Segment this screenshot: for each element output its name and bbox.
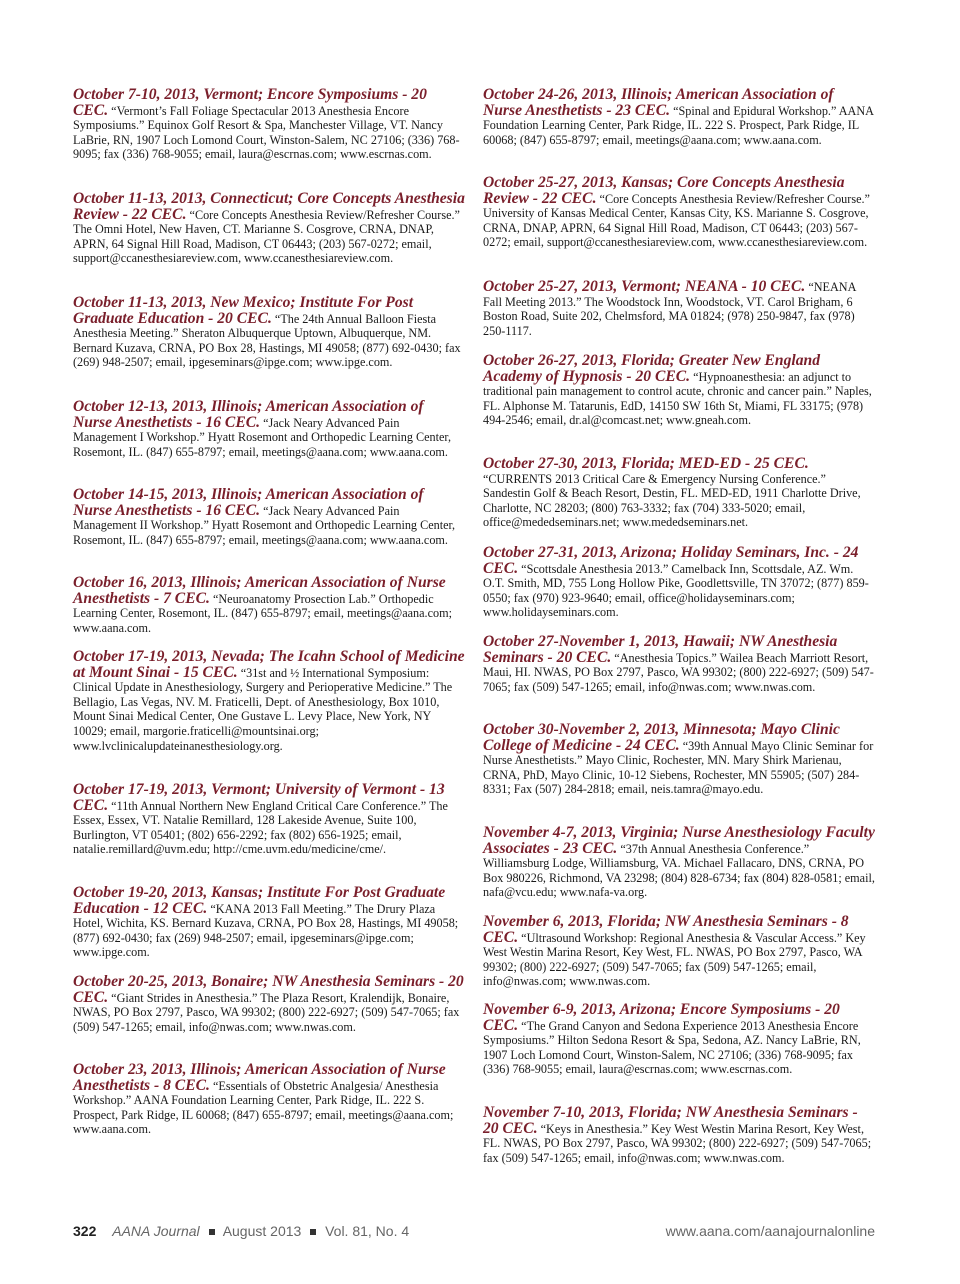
calendar-entry	[483, 722, 875, 797]
entry-body: “Jack Neary Advanced Pain Management II Workshop.” Hyatt Rosemont and Orthopedic Learning Center, Rosemont, IL. (847) 655-8797; email, meetings@aana.com; www.aana.com.	[73, 503, 456, 547]
entry-heading: October 25-27, 2013, Kansas; Core Concepts Anesthesia Review - 22 CEC.	[483, 174, 845, 207]
entry-heading: October 14-15, 2013, Illinois; American Association of Nurse Anesthetists - 16 CEC.	[73, 486, 424, 519]
volume-number: Vol. 81, No. 4	[325, 1223, 410, 1239]
calendar-entry	[483, 87, 875, 147]
entry-heading: October 24-26, 2013, Illinois; American Association of Nurse Anesthetists - 23 CEC.	[483, 86, 834, 119]
calendar-entry	[483, 1105, 875, 1165]
entry-heading: October 20-25, 2013, Bonaire; NW Anesthesia Seminars - 20 CEC.	[73, 973, 464, 1006]
entry-heading: November 6, 2013, Florida; NW Anesthesia Seminars - 8 CEC.	[483, 913, 849, 946]
calendar-entry	[483, 1002, 875, 1077]
entry-heading: October 17-19, 2013, Nevada; The Icahn School of Medicine at Mount Sinai - 15 CEC.	[73, 648, 465, 681]
entry-heading: November 6-9, 2013, Arizona; Encore Symposiums - 20 CEC.	[483, 1001, 840, 1034]
page-footer	[73, 1223, 875, 1239]
calendar-entry	[483, 456, 875, 530]
calendar-entry	[483, 353, 875, 428]
calendar-entry	[73, 885, 465, 960]
entry-body: “KANA 2013 Fall Meeting.” The Drury Plaza Hotel, Wichita, KS. Bernard Kuzava, CRNA, PO Box 28, Hastings, MI 49058; (877) 692-0430; fax (269) 948-2507; email, ipgeseminars@ipge.com; www.ipge.com.	[73, 901, 459, 960]
entry-body: “The Grand Canyon and Sedona Experience 2013 Anesthesia Encore Symposiums.” Hilton Sedona Resort & Spa, Sedona, AZ. Nancy LaBrie, RN, 1907 Loch Lomond Court, Winston-Salem, NC 27106; (336) 768-9095; fax (336) 768-9055; email, laura@escrnas.com; www.escrnas.com.	[483, 1018, 861, 1077]
entry-heading: October 25-27, 2013, Vermont; NEANA - 10 CEC.	[483, 278, 806, 295]
calendar-entry	[73, 649, 465, 753]
separator-square-icon	[209, 1229, 215, 1235]
entry-heading: November 7-10, 2013, Florida; NW Anesthesia Seminars - 20 CEC.	[483, 1104, 858, 1137]
entry-heading: November 4-7, 2013, Virginia; Nurse Anesthesiology Faculty Associates - 23 CEC.	[483, 824, 875, 857]
entry-body: “Anesthesia Topics.” Wailea Beach Marriott Resort, Maui, HI. NWAS, PO Box 2797, Pasco, WA 99302; (800) 222-6927; (509) 547-7065; fax (509) 547-1265; email, info@nwas.com; www.nwas.com.	[483, 650, 874, 694]
entry-body: “Ultrasound Workshop: Regional Anesthesia & Vascular Access.” Key West Westin Marina Resort, Key West, FL. NWAS, PO Box 2797, Pasco, WA 99302; (800) 222-6927; (509) 547-7065; fax (509) 547-1265; email, info@nwas.com; www.nwas.com.	[483, 930, 866, 989]
calendar-entry	[483, 914, 875, 989]
entry-body: “Jack Neary Advanced Pain Management I Workshop.” Hyatt Rosemont and Orthopedic Learning Center, Rosemont, IL. (847) 655-8797; email, meetings@aana.com; www.aana.com.	[73, 415, 452, 459]
entry-heading: October 30-November 2, 2013, Minnesota; Mayo Clinic College of Medicine - 24 CEC.	[483, 721, 840, 754]
entry-heading: October 12-13, 2013, Illinois; American Association of Nurse Anesthetists - 16 CEC.	[73, 398, 424, 431]
calendar-entry	[483, 279, 875, 338]
issue-date: August 2013	[222, 1223, 302, 1239]
entry-body: “Keys in Anesthesia.” Key West Westin Marina Resort, Key West, FL. NWAS, PO Box 2797, Pasco, WA 99302; (800) 222-6927; (509) 547-7065; fax (509) 547-1265; email, info@nwas.com; www.nwas.com.	[483, 1121, 872, 1165]
calendar-entry	[73, 399, 465, 459]
entry-body: “Hypnoanesthesia: an adjunct to traditional pain management to control acute, chronic and cancer pain.” Naples, FL. Alphonse M. Tatarunis, EdD, 14150 SW 16th St, Miami, FL 33175; (978) 494-2546; email, dr.al@comcast.net; www.gneah.com.	[483, 369, 872, 428]
journal-url[interactable]: www.aana.com/aanajournalonline	[665, 1223, 875, 1239]
calendar-entry	[73, 87, 465, 162]
entry-body: “Spinal and Epidural Workshop.” AANA Foundation Learning Center, Park Ridge, IL. 222 S. Prospect, Park Ridge, IL 60068; (847) 655-8797; email, meetings@aana.com; www.aana.com.	[483, 103, 874, 147]
entry-heading: October 27-30, 2013, Florida; MED-ED - 25 CEC.	[483, 455, 809, 472]
entry-body: “Neuroanatomy Prosection Lab.” Orthopedic Learning Center, Rosemont, IL. (847) 655-8797; email, meetings@aana.com; www.aana.com.	[73, 591, 452, 635]
calendar-entry	[73, 782, 465, 857]
calendar-entry	[73, 575, 465, 635]
entry-body: “39th Annual Mayo Clinic Seminar for Nurse Anesthetists.” Mayo Clinic, Rochester, MN. Mary Shirk Marienau, CRNA, PhD, Mayo Clinic, 10-12 Siebens, Rochester, MN 55905; (507) 284-8331; Fax (507) 284-2818; email, neis.tamra@mayo.edu.	[483, 738, 874, 797]
entry-body: “Giant Strides in Anesthesia.” The Plaza Resort, Kralendijk, Bonaire, NWAS, PO Box 2797, Pasco, WA 99302; (800) 222-6927; (509) 547-7065; fax (509) 547-1265; email, info@nwas.com; www.nwas.com.	[73, 990, 460, 1034]
entry-body: “Essentials of Obstetric Analgesia/ Anesthesia Workshop.” AANA Foundation Learning Center, Park Ridge, IL. 222 S. Prospect, Park Ridge, IL 60068; (847) 655-8797; email, meetings@aana.com; www.aana.com.	[73, 1078, 454, 1137]
calendar-entry	[483, 634, 875, 694]
entry-body: “Core Concepts Anesthesia Review/Refresher Course.” The Omni Hotel, New Haven, CT. Marianne S. Cosgrove, CRNA, DNAP, APRN, 64 Signal Hill Road, Madison, CT 06443; (203) 567-0272; email, support@ccanesthesiareview.com, www.ccanesthesiareview.com.	[73, 207, 460, 266]
calendar-entry	[73, 1062, 465, 1137]
entry-heading: October 11-13, 2013, New Mexico; Institute For Post Graduate Education - 20 CEC.	[73, 294, 414, 327]
entry-heading: October 27-November 1, 2013, Hawaii; NW Anesthesia Seminars - 20 CEC.	[483, 633, 838, 666]
calendar-entry	[483, 545, 875, 620]
page-number: 322	[73, 1223, 97, 1239]
calendar-entry	[73, 974, 465, 1034]
entry-body: “Vermont’s Fall Foliage Spectacular 2013 Anesthesia Encore Symposiums.” Equinox Golf Resort & Spa, Manchester Village, VT. Nancy LaBrie, RN, 1907 Loch Lomond Court, Winston-Salem, NC 27106; (336) 768-9095; fax (336) 768-9055; email, laura@escrnas.com; www.escrnas.com.	[73, 103, 460, 162]
entry-body: “Core Concepts Anesthesia Review/Refresher Course.” University of Kansas Medical Center, Kansas City, KS. Marianne S. Cosgrove, CRNA, DNAP, APRN, 64 Signal Hill Road, Madison, CT 06443; (203) 567-0272; email, support@ccanesthesiareview.com, www.ccanesthesiareview.com.	[483, 191, 870, 250]
separator-square-icon	[310, 1229, 316, 1235]
entry-body: “NEANA Fall Meeting 2013.” The Woodstock Inn, Woodstock, VT. Carol Brigham, 6 Boston Road, Suite 202, Chelmsford, MA 01824; (978) 250-9847, fax (978) 250-1117.	[483, 280, 856, 338]
calendar-entry	[483, 825, 875, 900]
entry-body: “31st and ½ International Symposium: Clinical Update in Anesthesiology, Surgery and Perioperative Medicine.” The Bellagio, Las Vegas, NV. M. Fraticelli, Dept. of Anesthesiology, Box 1010, Mount Sinai Medical Center, One Gustave L. Levy Place, New York, NY 10029; email, margorie.fraticelli@mountsinai.org; www.lvclinicalupdateinanesthesiology.org.	[73, 665, 453, 753]
entry-heading: October 19-20, 2013, Kansas; Institute For Post Graduate Education - 12 CEC.	[73, 884, 446, 917]
entry-body: “37th Annual Anesthesia Conference.” Williamsburg Lodge, Williamsburg, VA. Michael Fallacaro, DNS, CRNA, PO Box 980226, Richmond, VA 23298; (804) 828-6734; fax (804) 828-0581; email, nafa@vcu.edu; www.nafa-va.org.	[483, 841, 875, 900]
entry-body: “Scottsdale Anesthesia 2013.” Camelback Inn, Scottsdale, AZ. Wm. O.T. Smith, MD, 755 Long Hollow Pike, Goodlettsville, TN 37072; (877) 859-0550; fax (970) 923-9640; email, office@holidayseminars.com; www.holidayseminars.com.	[483, 561, 869, 620]
entry-body: “CURRENTS 2013 Critical Care & Emergency Nursing Conference.” Sandestin Golf & Beach Resort, Destin, FL. MED-ED, 1911 Charlotte Drive, Charlotte, NC 28203; (800) 763-3332; fax (704) 333-5020; email, office@mededseminars.net; www.mededseminars.net.	[483, 471, 861, 530]
entry-heading: October 27-31, 2013, Arizona; Holiday Seminars, Inc. - 24 CEC.	[483, 544, 859, 577]
calendar-entry	[483, 175, 875, 250]
calendar-entry	[73, 191, 465, 266]
journal-name: AANA Journal	[112, 1223, 200, 1239]
entry-body: “The 24th Annual Balloon Fiesta Anesthesia Meeting.” Sheraton Albuquerque Uptown, Albuquerque, NM. Bernard Kuzava, CRNA, PO Box 28, Hastings, MI 49058; (877) 692-0430; fax (269) 948-2507; email, ipgeseminars@ipge.com; www.ipge.com.	[73, 311, 461, 370]
entry-heading: October 7-10, 2013, Vermont; Encore Symposiums - 20 CEC.	[73, 86, 427, 119]
calendar-entry	[73, 295, 465, 370]
entry-heading: October 17-19, 2013, Vermont; University of Vermont - 13 CEC.	[73, 781, 445, 814]
entry-heading: October 11-13, 2013, Connecticut; Core Concepts Anesthesia Review - 22 CEC.	[73, 190, 465, 223]
entry-heading: October 23, 2013, Illinois; American Association of Nurse Anesthetists - 8 CEC.	[73, 1061, 446, 1094]
entry-body: “11th Annual Northern New England Critical Care Conference.” The Essex, Essex, VT. Natalie Remillard, 128 Lakeside Avenue, Suite 100, Burlington, VT 05401; (802) 656-2292; fax (802) 656-1925; email, natalie.remillard@uvm.edu; http://cme.uvm.edu/medicine/cme/.	[73, 798, 448, 857]
calendar-entry	[73, 487, 465, 547]
entry-heading: October 26-27, 2013, Florida; Greater New England Academy of Hypnosis - 20 CEC.	[483, 352, 820, 385]
entry-heading: October 16, 2013, Illinois; American Association of Nurse Anesthetists - 7 CEC.	[73, 574, 446, 607]
